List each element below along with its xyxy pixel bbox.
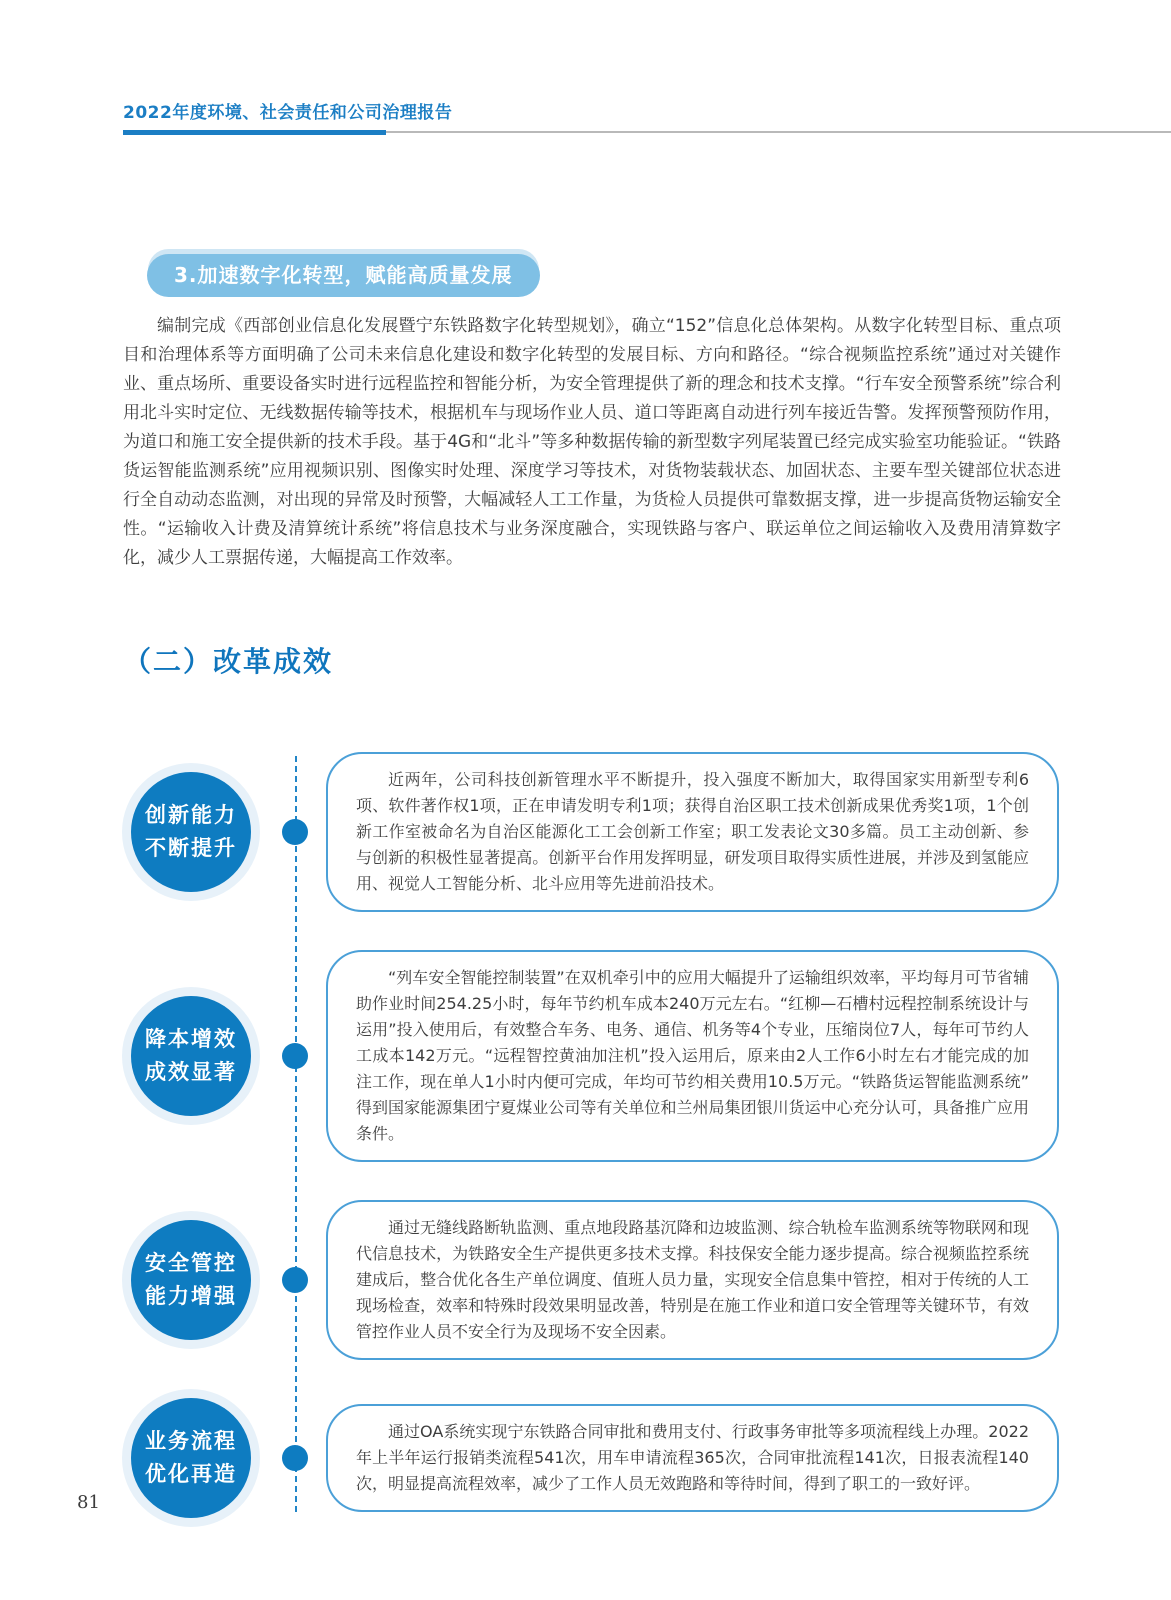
- safety-control-circle-badge: [131, 1220, 251, 1340]
- reform-effects-diagram: [123, 752, 1059, 1518]
- reform-row-safety-control: [123, 1200, 1059, 1360]
- circle-label-line2: 成效显著: [145, 1060, 237, 1084]
- circle-label-line2: 优化再造: [145, 1462, 237, 1486]
- safety-control-info-box: [326, 1200, 1059, 1360]
- cost-reduction-text: “列车安全智能控制装置”在双机牵引中的应用大幅提升了运输组织效率，平均每月可节省辅助作业时间254.25小时，每年节约机车成本240万元左右。“红柳—石槽村远程控制系统设计与运用”投入使用后，有效整合车务、电务、通信、机务等4个专业，压缩岗位7人，每年可节约人工成本142万元。“远程智控黄油加注机”投入运用后，原来由2人工作6小时左右才能完成的加注工作，现在单人1小时内便可完成，年均可节约相关费用10.5万元。“铁路货运智能监测系统”得到国家能源集团宁夏煤业公司等有关单位和兰州局集团银川货运中心充分认可，具备推广应用条件。: [356, 968, 1029, 1143]
- process-optimization-circle-badge: [131, 1398, 251, 1518]
- reform-row-innovation: [123, 752, 1059, 912]
- circle-label-line2: 能力增强: [145, 1284, 237, 1308]
- cost-reduction-circle-badge: [131, 996, 251, 1116]
- reform-row-process-optimization: [123, 1398, 1059, 1518]
- header-rule-gray-segment: [386, 131, 1171, 133]
- timeline-dot: [282, 1445, 308, 1471]
- innovation-info-box: [326, 752, 1059, 912]
- timeline-dot: [282, 1043, 308, 1069]
- page-header: [123, 98, 1171, 135]
- innovation-text: 近两年，公司科技创新管理水平不断提升，投入强度不断加大，取得国家实用新型专利6项、软件著作权1项，正在申请发明专利1项；获得自治区职工技术创新成果优秀奖1项，1个创新工作室被命名为自治区能源化工工会创新工作室；职工发表论文30多篇。员工主动创新、参与创新的积极性显著提高。创新平台作用发挥明显，研发项目取得实质性进展，并涉及到氢能应用、视觉人工智能分析、北斗应用等先进前沿技术。: [356, 770, 1029, 893]
- timeline-dot: [282, 1267, 308, 1293]
- section-badge: 3.加速数字化转型，赋能高质量发展: [147, 254, 540, 297]
- circle-label-line2: 不断提升: [145, 836, 237, 860]
- report-title: 2022年度环境、社会责任和公司治理报告: [123, 103, 453, 123]
- header-rule: [123, 130, 1171, 135]
- intro-paragraph: 编制完成《西部创业信息化发展暨宁东铁路数字化转型规划》，确立“152”信息化总体架构。从数字化转型目标、重点项目和治理体系等方面明确了公司未来信息化建设和数字化转型的发展目标、方向和路径。“综合视频监控系统”通过对关键作业、重点场所、重要设备实时进行远程监控和智能分析，为安全管理提供了新的理念和技术支撑。“行车安全预警系统”综合利用北斗实时定位、无线数据传输等技术，根据机车与现场作业人员、道口等距离自动进行列车接近告警。发挥预警预防作用，为道口和施工安全提供新的技术手段。基于4G和“北斗”等多种数据传输的新型数字列尾装置已经完成实验室功能验证。“铁路货运智能监测系统”应用视频识别、图像实时处理、深度学习等技术，对货物装载状态、加固状态、主要车型关键部位状态进行全自动动态监测，对出现的异常及时预警，大幅减轻人工工作量，为货检人员提供可靠数据支撑，进一步提高货物运输安全性。“运输收入计费及清算统计系统”将信息技术与业务深度融合，实现铁路与客户、联运单位之间运输收入及费用清算数字化，减少人工票据传递，大幅提高工作效率。: [123, 316, 1061, 568]
- circle-label-line1: 创新能力: [145, 803, 237, 827]
- timeline-dot: [282, 819, 308, 845]
- innovation-circle-badge: [131, 772, 251, 892]
- process-optimization-text: 通过OA系统实现宁东铁路合同审批和费用支付、行政事务审批等多项流程线上办理。2022年上半年运行报销类流程541次，用车申请流程365次，合同审批流程141次，日报表流程140次，明显提高流程效率，减少了工作人员无效跑路和等待时间，得到了职工的一致好评。: [356, 1422, 1029, 1493]
- section-heading: （二）改革成效: [123, 645, 334, 678]
- safety-control-text: 通过无缝线路断轨监测、重点地段路基沉降和边坡监测、综合轨检车监测系统等物联网和现代信息技术，为铁路安全生产提供更多技术支撑。科技保安全能力逐步提高。综合视频监控系统建成后，整合优化各生产单位调度、值班人员力量，实现安全信息集中管控，相对于传统的人工现场检查，效率和特殊时段效果明显改善，特别是在施工作业和道口安全管理等关键环节，有效管控作业人员不安全行为及现场不安全因素。: [356, 1218, 1029, 1341]
- process-optimization-info-box: [326, 1404, 1059, 1512]
- reform-row-cost-reduction: [123, 950, 1059, 1162]
- page-number: 81: [77, 1492, 100, 1513]
- circle-label-line1: 业务流程: [145, 1429, 237, 1453]
- cost-reduction-info-box: [326, 950, 1059, 1162]
- circle-label-line1: 降本增效: [145, 1027, 237, 1051]
- header-rule-blue-segment: [123, 130, 386, 135]
- circle-label-line1: 安全管控: [145, 1251, 237, 1275]
